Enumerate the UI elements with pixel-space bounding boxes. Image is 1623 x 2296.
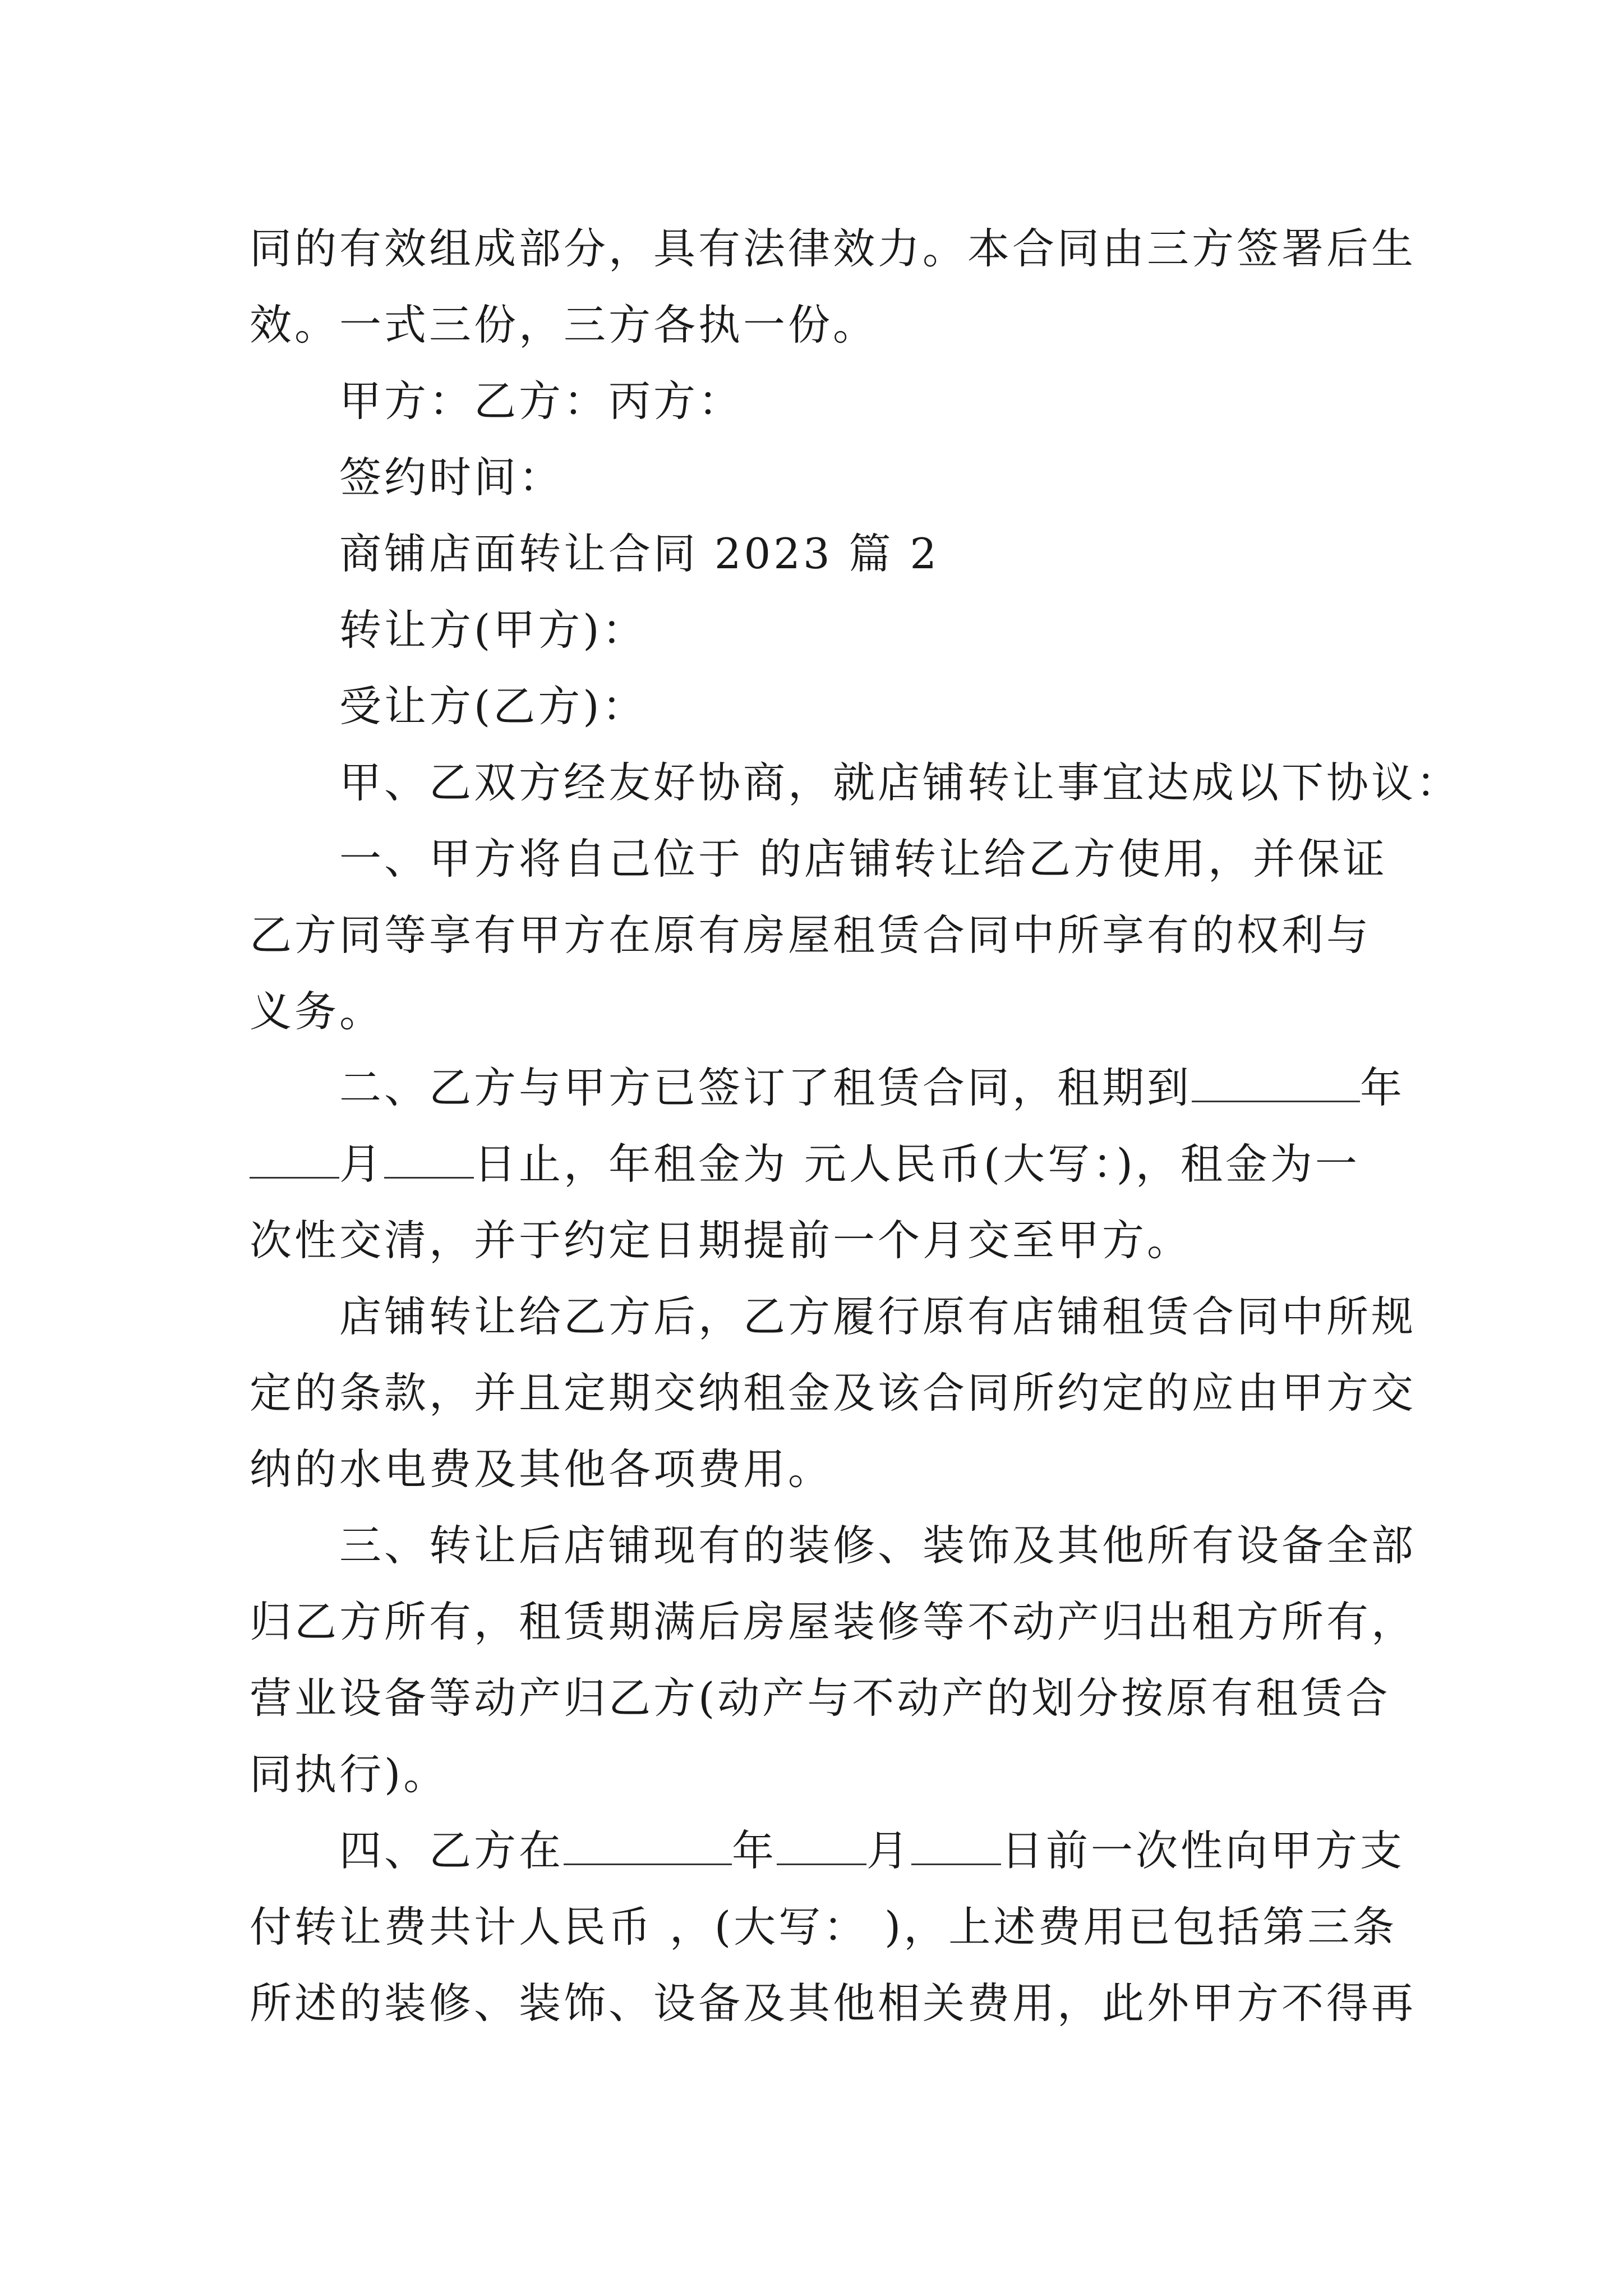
text-line: 签约时间： (339, 453, 564, 502)
text-line: 同的有效组成部分，具有法律效力。本合同由三方签署后生 (250, 224, 1417, 273)
fill-in-blank (911, 1828, 1001, 1865)
text-line: 效。一式三份，三方各执一份。 (250, 300, 878, 349)
fill-in-blank (564, 1828, 732, 1865)
fill-in-blank (384, 1141, 474, 1179)
text-line (250, 1050, 1405, 1126)
text-line (250, 1812, 1405, 1889)
text-line: 义务。 (250, 987, 385, 1036)
text-segment: 日止，年租金为 元人民币(大写：)，租金为一 (474, 1139, 1360, 1189)
text-segment: 月 (339, 1139, 385, 1189)
text-segment: 年 (732, 1826, 777, 1875)
text-line (250, 1126, 1388, 1202)
text-line: 定的条款，并且定期交纳租金及该合同所约定的应由甲方交 (250, 1368, 1417, 1418)
fill-in-blank (250, 1141, 339, 1179)
text-line: 所述的装修、装饰、设备及其他相关费用，此外甲方不得再 (250, 1978, 1417, 2028)
text-line: 纳的水电费及其他各项费用。 (250, 1444, 833, 1494)
text-line: 营业设备等动产归乙方(动产与不动产的划分按原有租赁合 (250, 1673, 1391, 1723)
text-line: 转让方(甲方)： (339, 605, 647, 655)
text-line: 归乙方所有，租赁期满后房屋装修等不动产归出租方所有， (250, 1597, 1417, 1646)
text-line: 甲方：乙方：丙方： (339, 376, 744, 426)
text-line: 受让方(乙方)： (339, 682, 647, 731)
text-line: 次性交清，并于约定日期提前一个月交至甲方。 (250, 1216, 1192, 1265)
text-line: 甲、乙双方经友好协商，就店铺转让事宜达成以下协议： (339, 758, 1461, 807)
fill-in-blank (777, 1828, 866, 1865)
text-line: 同执行)。 (250, 1750, 449, 1799)
text-segment: 四、乙方在 (339, 1826, 564, 1875)
text-segment: 月 (866, 1826, 912, 1875)
text-segment: 日前一次性向甲方支 (1001, 1826, 1405, 1875)
contract-text (250, 210, 1461, 2041)
text-line: 三、转让后店铺现有的装修、装饰及其他所有设备全部 (339, 1521, 1417, 1570)
text-line: 一、甲方将自己位于 的店铺转让给乙方使用，并保证 (339, 834, 1387, 884)
text-segment: 二、乙方与甲方已签订了租赁合同，租期到 (339, 1063, 1192, 1112)
text-line: 商铺店面转让合同 2023 篇 2 (339, 529, 940, 578)
text-line: 付转让费共计人民币 ，(大写： )，上述费用已包括第三条 (250, 1902, 1398, 1952)
fill-in-blank (1192, 1065, 1360, 1102)
text-segment: 年 (1360, 1063, 1405, 1112)
text-line: 乙方同等享有甲方在原有房屋租赁合同中所享有的权利与 (250, 910, 1372, 960)
text-line: 店铺转让给乙方后，乙方履行原有店铺租赁合同中所规 (339, 1292, 1417, 1341)
